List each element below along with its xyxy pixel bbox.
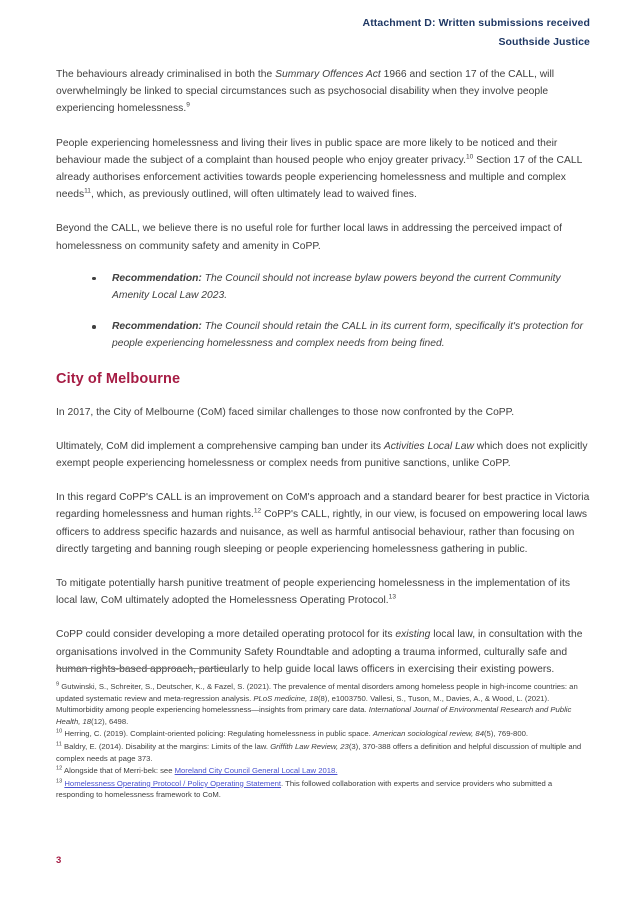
footnotes-section [56,668,590,802]
para8-text-1: CoPP could consider developing a more detailed operating protocol for its [56,629,396,641]
footnote-ref-13: 13 [388,593,397,601]
footnote-text-2: . This followed collaboration with experts and service providers who submitted a responding to homelessness framework to CoM. [56,778,553,800]
footnote-ref-11: 11 [84,187,91,195]
footnote-13 [56,778,590,801]
footnote-marker: 12 [56,765,63,772]
paragraph-criminalised-behaviours [56,66,590,118]
recommendation-label: Recommendation: [112,272,202,284]
paragraph-public-space-visibility [56,135,590,204]
footnote-italic-1: Griffith Law Review, 23 [270,741,349,751]
footnote-9 [56,681,590,727]
header-organisation: Southside Justice [498,36,590,48]
paragraph-beyond-call: Beyond the CALL, we believe there is no useful role for further local laws in addressing the perceived impact of homelessness on community safety and amenity in CoPP. [56,223,562,252]
para6-text-1: In this regard CoPP's CALL is an improvement on CoM's approach and a standard bearer for best practice in Victoria regarding homelessness and human rights. [56,492,590,521]
footnote-ref-9: 9 [186,101,190,109]
recommendation-text: The Council should retain the CALL in its current form, specifically it's protection for people experiencing homelessness and complex needs from being fined. [112,321,584,350]
footnote-separator [56,668,228,669]
paragraph-com-2017: In 2017, the City of Melbourne (CoM) faced similar challenges to those now confronted by the CoPP. [56,406,515,418]
header-attachment-title: Attachment D: Written submissions received [362,17,590,29]
para2-text-3: , which, as previously outlined, will often ultimately lead to waived fines. [90,189,417,201]
paragraph-call-improvement [56,489,590,558]
para6-text-2: CoPP's CALL, rightly, in our view, is focused on empowering local laws officers to address specific hazards and nuisance, as well as harmful antisocial behaviour, rather than focusing on directly targeting and banning rough sleeping or people experiencing homelessness gathering in public. [56,509,588,555]
footnote-link-homelessness-operating-protocol[interactable]: Homelessness Operating Protocol / Policy Operating Statement [64,778,282,788]
footnote-italic-2: International Journal of Environmental Research and Public Health, 18 [56,705,572,726]
para8-italic-existing: existing [395,629,431,641]
footnote-text-1: Alongside that of Merri-bek: see [63,766,175,776]
para7-text-1: To mitigate potentially harsh punitive treatment of people experiencing homelessness in the implementation of its local law, CoM ultimately adopted the Homelessness Operating Protocol. [56,578,570,607]
para5-text-2: which does not explicitly exempt people experiencing homelessness or complex needs from punitive sanctions, unlike CoPP. [56,440,588,470]
para1-text-2: 1966 and section 17 of the CALL, will overwhelmingly be linked to special circumstances such as psychosocial disability when they involve people experiencing homelessness. [56,69,555,115]
page-number: 3 [56,855,62,866]
footnote-text-1: Gutwinski, S., Schreiter, S., Deutscher, K., & Fazel, S. (2021). The prevalence of mental disorders among homeless people in high-income countries: an updated systematic review and meta-regression analysis. [56,682,578,703]
footnote-text-2: (3), 370-388 offers a definition and helpful discussion of multiple and complex needs at page 373. [56,741,582,763]
footnote-12 [56,765,590,777]
recommendation-text: The Council should not increase bylaw powers beyond the current Community Amenity Local Law 2023. [112,272,561,302]
paragraph-operating-protocol [56,575,590,609]
document-header [0,0,638,52]
footnote-marker: 9 [56,681,60,688]
paragraph-camping-ban [56,438,590,472]
footnote-ref-12: 12 [253,508,262,516]
footnote-text-1: Baldry, E. (2014). Disability at the margins: Limits of the law. [63,741,271,751]
footnote-text-1: Herring, C. (2019). Complaint-oriented policing: Regulating homelessness in public space. [64,729,373,739]
list-item [90,270,590,304]
para1-italic-act: Summary Offences Act [275,69,381,80]
para8-text-2: local law, in consultation with the organisations involved in the Community Safety Roundtable and adopting a trauma informed, culturally safe and human rights-based approach, particularly to help guide local laws officers in exercising their existing powers. [56,629,583,675]
list-item [90,318,590,352]
recommendations-list [56,270,590,353]
footnote-text-3: (12), 6498. [91,716,129,726]
recommendation-label: Recommendation: [112,321,202,333]
footnote-marker: 11 [56,741,62,748]
para1-text-1: The behaviours already criminalised in both the [56,69,276,80]
footnote-marker: 13 [56,778,63,785]
para5-italic-law: Activities Local Law [383,440,474,452]
footnote-text-2: (5), 769-800. [483,729,528,739]
section-heading-city-of-melbourne: City of Melbourne [56,370,181,387]
footnote-10 [56,728,590,740]
footnote-marker: 10 [56,728,63,735]
para2-text-2: Section 17 of the CALL already authorises enforcement activities towards people experiencing homelessness and multiple and complex needs [56,154,582,201]
footnote-text-2: (8), e1003750. Vallesi, S., Tuson, M., Davies, A., & Wood, L. (2021). Multimorbidity among people experiencing homelessness—insights from primary care data. [56,693,550,715]
footnote-italic-1: PLoS medicine, 18 [253,693,318,703]
footnote-11 [56,741,590,764]
footnote-link-moreland-local-law[interactable]: Moreland City Council General Local Law 2018. [174,766,338,776]
footnote-ref-10: 10 [465,153,474,161]
footnote-italic-1: American sociological review, 84 [372,729,484,739]
para2-text-1: People experiencing homelessness and living their lives in public space are more likely to be noticed and their behaviour made the subject of a complaint than housed people who enjoy greater privacy. [56,137,558,166]
document-body [0,52,638,678]
para5-text-1: Ultimately, CoM did implement a comprehensive camping ban under its [56,440,384,452]
